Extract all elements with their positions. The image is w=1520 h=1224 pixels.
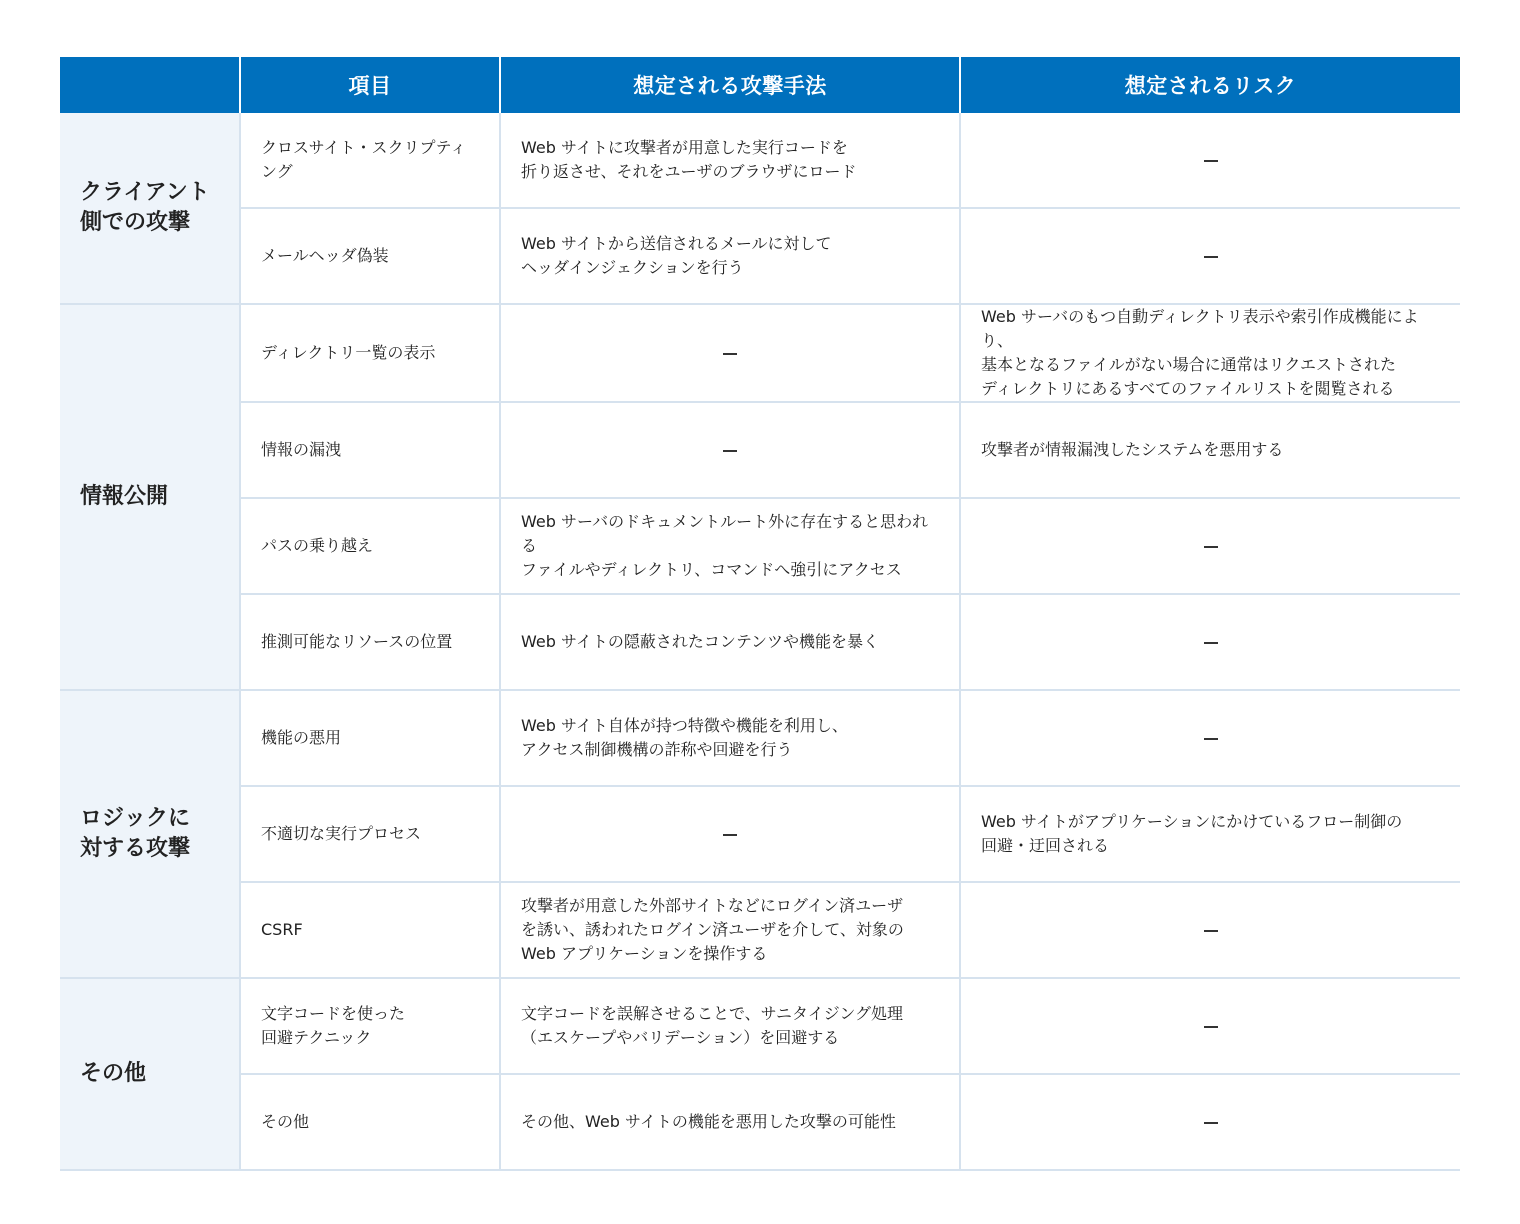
method-cell [500,786,960,882]
risk-cell: Web サーバのもつ自動ディレクトリ表示や索引作成機能により、 基本となるファイルがない場合に通常はリクエストされた ディレクトリにあるすべてのファイルリストを閲覧される [960,304,1460,402]
item-cell: 文字コードを使った 回避テクニック [240,978,500,1074]
dash-mark [723,834,737,836]
table-row [60,1074,1460,1170]
item-cell: メールヘッダ偽装 [240,208,500,304]
header-risk: 想定されるリスク [960,57,1460,113]
risk-cell [960,1074,1460,1170]
attack-methods-table [60,57,1460,1171]
table-row [60,978,1460,1074]
item-cell: 不適切な実行プロセス [240,786,500,882]
table-row [60,113,1460,208]
table-header-row [60,57,1460,113]
item-cell: 機能の悪用 [240,690,500,786]
header-item: 項目 [240,57,500,113]
header-category [60,57,240,113]
dash-mark [1204,546,1218,548]
risk-cell [960,113,1460,208]
risk-cell: 攻撃者が情報漏洩したシステムを悪用する [960,402,1460,498]
method-cell: Web サーバのドキュメントルート外に存在すると思われる ファイルやディレクトリ、コマンドへ強引にアクセス [500,498,960,594]
dash-mark [1204,160,1218,162]
risk-cell [960,978,1460,1074]
table-row [60,882,1460,978]
method-cell [500,304,960,402]
table-row [60,304,1460,402]
table-row [60,594,1460,690]
item-cell: 推測可能なリソースの位置 [240,594,500,690]
risk-cell [960,208,1460,304]
dash-mark [1204,930,1218,932]
method-cell: Web サイトに攻撃者が用意した実行コードを 折り返させ、それをユーザのブラウザにロード [500,113,960,208]
item-cell: パスの乗り越え [240,498,500,594]
header-method: 想定される攻撃手法 [500,57,960,113]
dash-mark [1204,1026,1218,1028]
method-cell [500,402,960,498]
table-row [60,498,1460,594]
method-cell: 攻撃者が用意した外部サイトなどにログイン済ユーザ を誘い、誘われたログイン済ユーザを介して、対象の Web アプリケーションを操作する [500,882,960,978]
table-row [60,786,1460,882]
risk-cell [960,690,1460,786]
category-cell: クライアント 側での攻撃 [60,113,240,304]
method-cell: その他、Web サイトの機能を悪用した攻撃の可能性 [500,1074,960,1170]
item-cell: クロスサイト・スクリプティング [240,113,500,208]
table-row [60,402,1460,498]
dash-mark [1204,738,1218,740]
category-cell: その他 [60,978,240,1170]
item-cell: その他 [240,1074,500,1170]
table-body [60,113,1460,1170]
risk-cell [960,594,1460,690]
dash-mark [1204,1122,1218,1124]
table-row [60,690,1460,786]
risk-cell [960,498,1460,594]
risk-cell [960,882,1460,978]
dash-mark [723,353,737,355]
table-row [60,208,1460,304]
item-cell: 情報の漏洩 [240,402,500,498]
risk-cell: Web サイトがアプリケーションにかけているフロー制御の 回避・迂回される [960,786,1460,882]
dash-mark [723,450,737,452]
dash-mark [1204,642,1218,644]
dash-mark [1204,256,1218,258]
item-cell: ディレクトリ一覧の表示 [240,304,500,402]
category-cell: 情報公開 [60,304,240,690]
method-cell: 文字コードを誤解させることで、サニタイジング処理 （エスケープやバリデーション）を回避する [500,978,960,1074]
category-cell: ロジックに 対する攻撃 [60,690,240,978]
method-cell: Web サイトから送信されるメールに対して ヘッダインジェクションを行う [500,208,960,304]
method-cell: Web サイト自体が持つ特徴や機能を利用し、 アクセス制御機構の詐称や回避を行う [500,690,960,786]
method-cell: Web サイトの隠蔽されたコンテンツや機能を暴く [500,594,960,690]
item-cell: CSRF [240,882,500,978]
